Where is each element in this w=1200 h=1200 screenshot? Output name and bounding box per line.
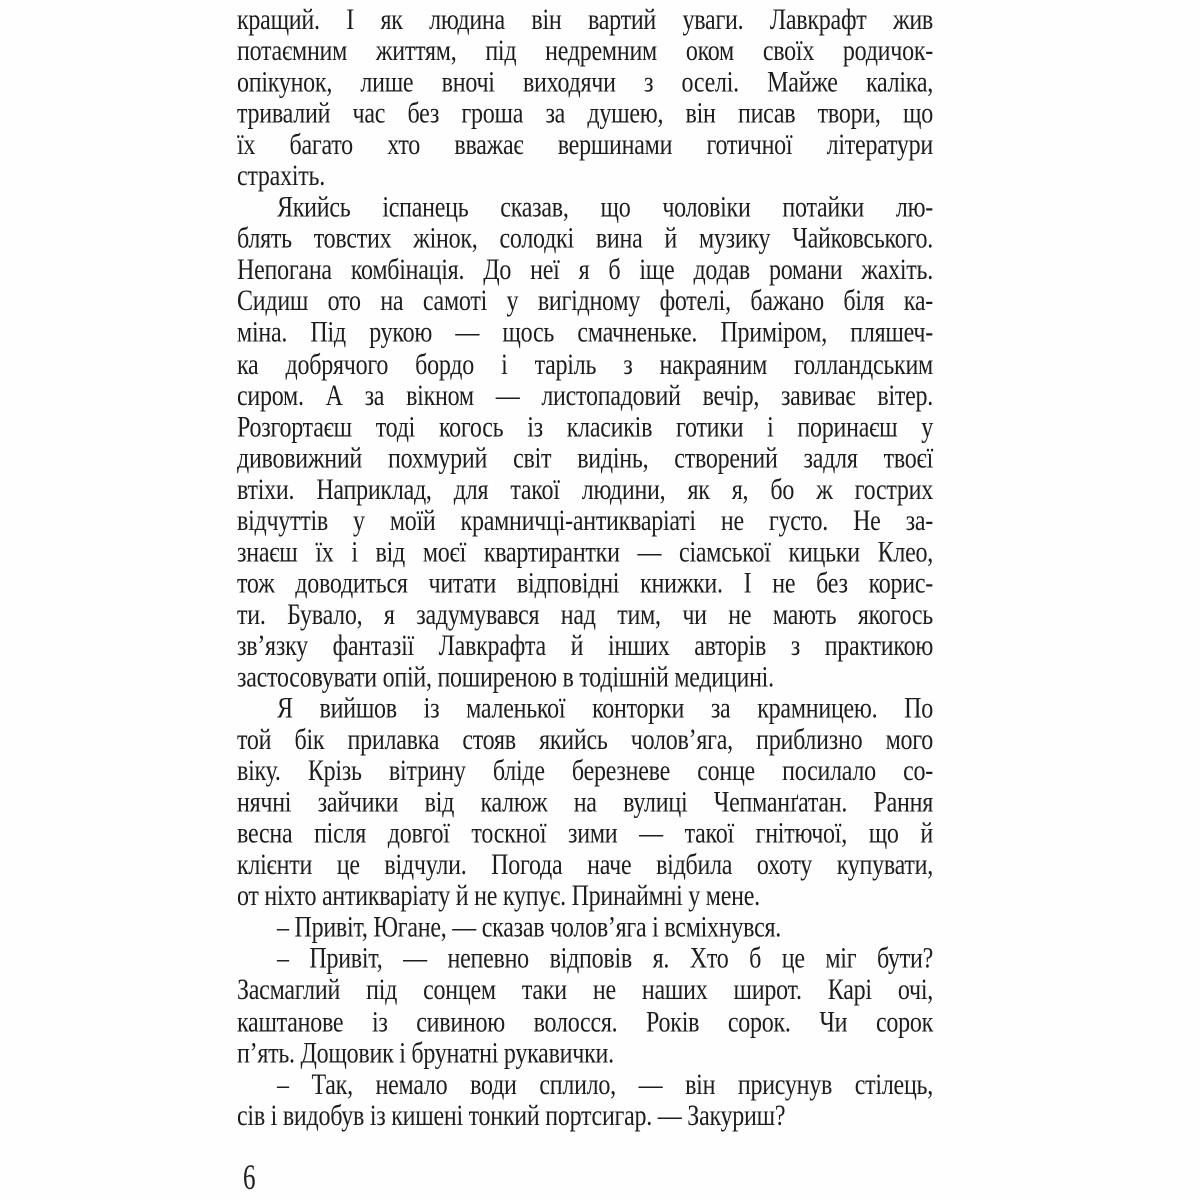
text-line: страхіть. [237,160,325,193]
text-line: клієнти це відчули. Погода наче відбила охоту купувати, [237,849,933,882]
text-line: блять товстих жінок, солодкі вина й музику Чайковського. [237,222,933,256]
text-line: ти. Бувало, я задумувався над тим, чи не мають якогось [237,598,933,632]
text-line: кращий. І як людина він вартий уваги. Лавкрафт жив [237,3,933,37]
text-line: їх багато хто вважає вершинами готичної літератури [237,128,933,162]
text-line: тривалий час без гроша за душею, він писав твори, що [237,97,933,131]
text-line: тож доводиться читати відповідні книжки. І не без корис- [237,567,933,600]
text-line: нячні зайчики від калюж на вулиці Чепманґатан. Рання [237,786,933,819]
text-line: застосовувати опій, поширеною в тодішній медицині. [237,661,774,694]
text-line: – Так, немало води сплило, — він присунув стілець, [277,1068,933,1101]
text-line: той бік прилавка стояв якийсь чолов’яга, приблизно мого [237,723,933,757]
text-line: Непогана комбінація. До неї я б іще додав романи жахіть. [237,254,933,287]
text-line: сиром. А за вікном — листопадовий вечір, завиває вітер. [237,379,933,412]
text-line: – Привіт, — непевно відповів я. Хто б це міг бути? [277,943,933,976]
text-line: – Привіт, Югане, — сказав чолов’яга і всміхнувся. [277,911,782,945]
text-line: каштанове із сивиною волосся. Років сорок. Чи сорок [237,1005,933,1039]
page-number: 6 [243,1158,256,1198]
text-line: Якийсь іспанець сказав, що чоловіки потайки лю- [277,191,933,225]
text-line: опікунок, лише вночі виходячи з оселі. Майже каліка, [237,66,933,99]
text-line: віку. Крізь вітрину бліде березневе сонце посилало со- [237,755,933,788]
text-line: п’ять. Дощовик і брунатні рукавички. [237,1036,614,1070]
text-line: сів і видобув із кишені тонкий портсигар. — Закуриш? [237,1099,786,1133]
text-line: дивовижний похмурий світ видінь, створений задля твоєї [237,442,933,475]
text-line: знаєш їх і від моєї квартирантки — сіамської кицьки Клео, [237,535,933,569]
text-line: міна. Під рукою — щось смачненьке. Приміром, пляшеч- [237,316,933,350]
text-line: відчуттів у моїй крамничці-антикваріаті не густо. Не за- [237,504,933,538]
text-line: зв’язку фантазії Лавкрафта й інших авторів з практикою [237,629,933,663]
text-line: втіхи. Наприклад, для такої людини, як я, бо ж гострих [237,473,933,506]
text-line: от ніхто антикваріату й не купує. Принаймні у мене. [237,880,760,913]
text-block [237,5,933,1132]
text-line: Я вийшов із маленької конторки за крамницею. По [277,692,933,726]
text-line: весна після довгої тоскної зими — такої гнітючої, що й [237,817,933,851]
text-line: ка добрячого бордо і таріль з накраяним голландським [237,348,933,381]
text-line: Сидиш ото на самоті у вигідному фотелі, бажано біля ка- [237,285,933,319]
text-line: Розгортаєш тоді когось із класиків готики і поринаєш у [237,410,933,444]
text-line: Засмаглий під сонцем таки не наших широт. Карі очі, [237,974,933,1007]
text-line: потаємним життям, під недремним оком своїх родичок- [237,35,933,68]
